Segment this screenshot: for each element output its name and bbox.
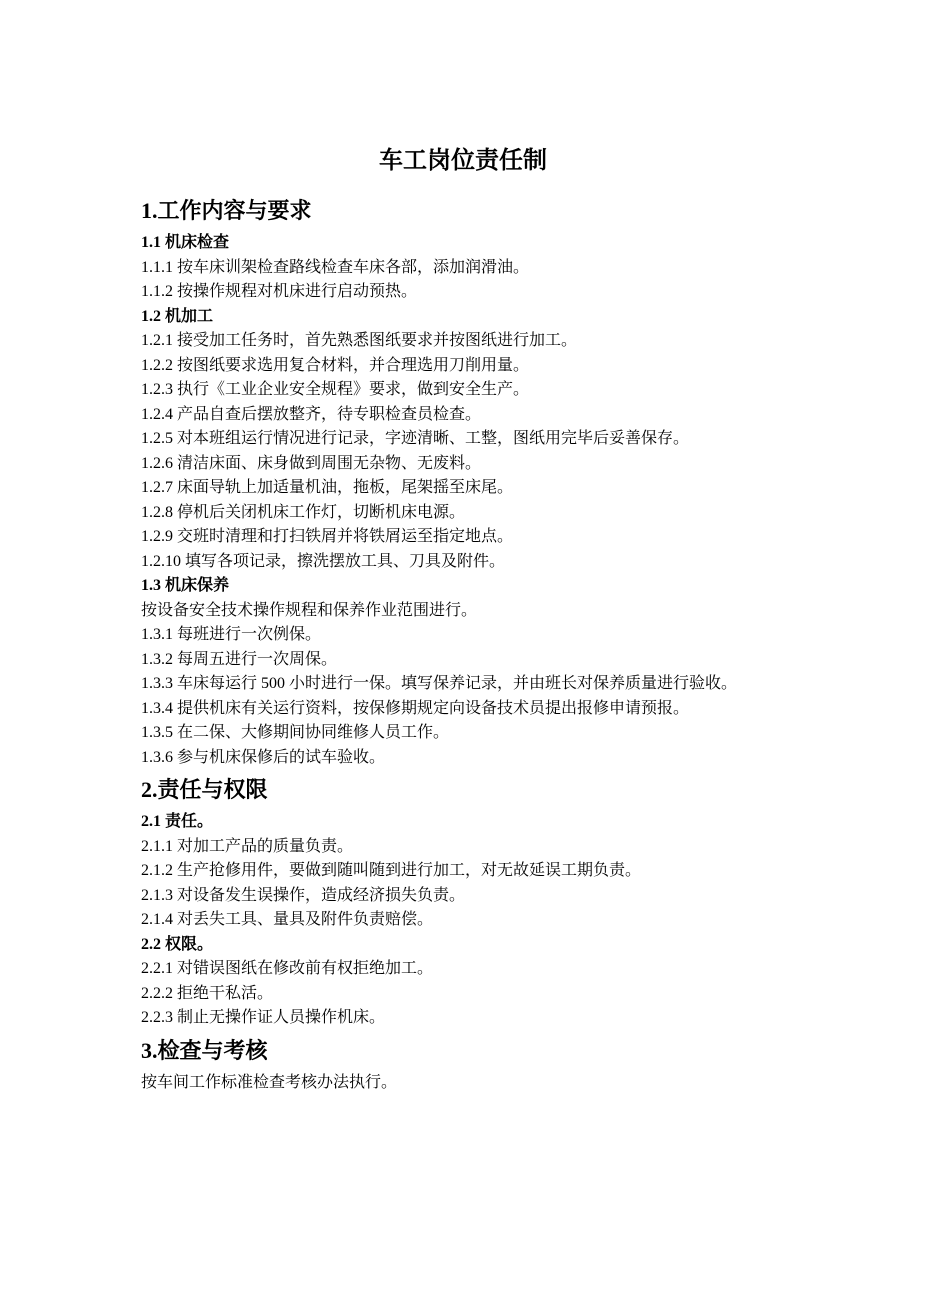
paragraph: 按车间工作标准检查考核办法执行。 [141, 1073, 398, 1091]
paragraph: 1.2.6 清洁床面、床身做到周围无杂物、无废料。 [141, 454, 482, 472]
paragraph: 1.3.6 参与机床保修后的试车验收。 [141, 748, 386, 766]
paragraph: 1.2.4 产品自查后摆放整齐，待专职检查员检查。 [141, 405, 482, 423]
subsection-heading-2-1: 2.1 责任。 [141, 813, 214, 830]
subsection-heading-1-1: 1.1 机床检查 [141, 234, 230, 251]
subsection-heading-2-2: 2.2 权限。 [141, 935, 214, 953]
paragraph: 1.2.1 接受加工任务时，首先熟悉图纸要求并按图纸进行加工。 [141, 332, 578, 349]
paragraph: 1.3.5 在二保、大修期间协同维修人员工作。 [141, 724, 450, 741]
paragraph: 1.1.1 按车床训架检查路线检查车床各部，添加润滑油。 [141, 258, 530, 276]
paragraph: 1.2.10 填写各项记录，擦洗摆放工具、刀具及附件。 [141, 552, 506, 570]
document-title: 车工岗位责任制 [379, 148, 547, 174]
paragraph: 1.3.3 车床每运行 500 小时进行一保。填写保养记录，并由班长对保养质量进行验收。 [141, 675, 738, 692]
paragraph: 2.2.2 拒绝干私活。 [141, 984, 274, 1002]
section-heading-2: 2.责任与权限 [141, 777, 268, 802]
document-body [141, 195, 801, 1095]
paragraph: 按设备安全技术操作规程和保养作业范围进行。 [141, 601, 478, 619]
section-heading-3: 3.检查与考核 [141, 1037, 268, 1063]
paragraph: 1.2.7 床面导轨上加适量机油，拖板，尾架摇至床尾。 [141, 479, 514, 496]
paragraph: 1.2.9 交班时清理和打扫铁屑并将铁屑运至指定地点。 [141, 528, 514, 545]
section-heading-1: 1.工作内容与要求 [141, 198, 312, 223]
paragraph: 1.1.2 按操作规程对机床进行启动预热。 [141, 283, 418, 300]
paragraph: 1.2.3 执行《工业企业安全规程》要求，做到安全生产。 [141, 381, 530, 398]
paragraph: 2.2.1 对错误图纸在修改前有权拒绝加工。 [141, 960, 434, 977]
paragraph: 2.1.4 对丢失工具、量具及附件负责赔偿。 [141, 911, 434, 928]
paragraph: 1.3.2 每周五进行一次周保。 [141, 650, 338, 668]
paragraph: 2.1.2 生产抢修用件，要做到随叫随到进行加工，对无故延误工期负责。 [141, 862, 642, 879]
paragraph: 1.2.8 停机后关闭机床工作灯，切断机床电源。 [141, 503, 466, 521]
paragraph: 1.2.2 按图纸要求选用复合材料，并合理选用刀削用量。 [141, 356, 530, 374]
paragraph: 1.2.5 对本班组运行情况进行记录，字迹清晰、工整，图纸用完毕后妥善保存。 [141, 430, 690, 447]
paragraph: 2.1.1 对加工产品的质量负责。 [141, 837, 354, 855]
paragraph: 2.1.3 对设备发生误操作，造成经济损失负责。 [141, 886, 466, 904]
paragraph: 1.3.1 每班进行一次例保。 [141, 626, 322, 643]
paragraph: 1.3.4 提供机床有关运行资料，按保修期规定向设备技术员提出报修申请预报。 [141, 699, 690, 717]
paragraph: 2.2.3 制止无操作证人员操作机床。 [141, 1009, 386, 1026]
subsection-heading-1-2: 1.2 机加工 [141, 307, 214, 325]
subsection-heading-1-3: 1.3 机床保养 [141, 577, 230, 594]
